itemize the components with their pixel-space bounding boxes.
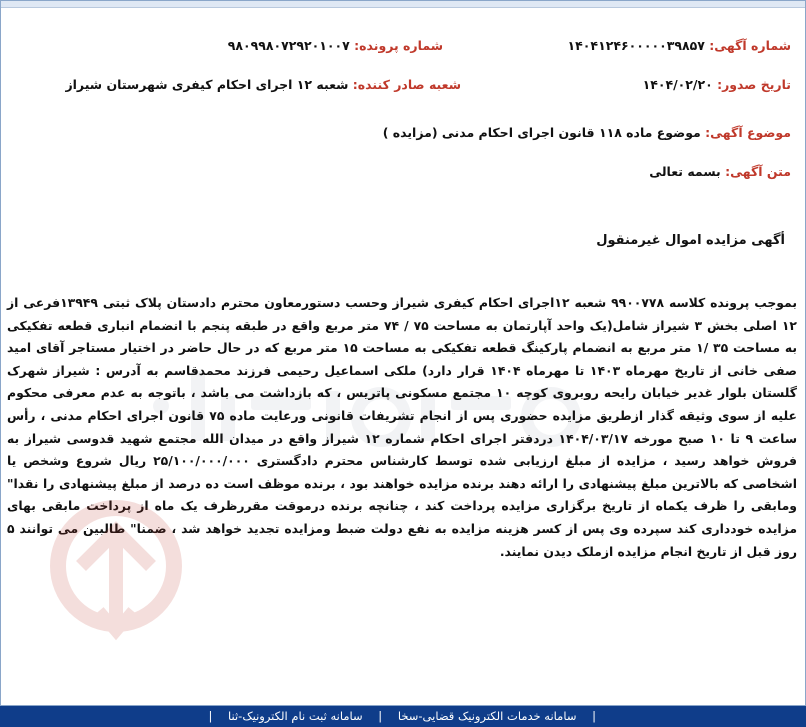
case-number-value: ۹۸۰۹۹۸۰۷۲۹۲۰۱۰۰۷ xyxy=(227,38,350,53)
issuer xyxy=(65,77,461,93)
notice-text-value: بسمه تعالی xyxy=(649,164,721,179)
footer-link-sana[interactable]: سامانه ثبت نام الکترونیک-ثنا xyxy=(228,709,363,723)
notice-number-value: ۱۴۰۴۱۲۴۶۰۰۰۰۰۳۹۸۵۷ xyxy=(567,38,705,53)
notice-heading: أگهی مزایده اموال غیرمنقول xyxy=(596,233,785,248)
footer-separator: | xyxy=(592,709,596,723)
issue-date xyxy=(643,77,791,93)
notice-number xyxy=(568,38,791,54)
subject-value: موضوع ماده ۱۱۸ قانون اجرای احکام مدنی (مزایده ) xyxy=(382,125,701,140)
issuer-value: شعبه ۱۲ اجرای احکام کیفری شهرستان شیراز xyxy=(65,77,349,92)
notice-number-label: شماره آگهی: xyxy=(709,38,791,53)
footer-link-sakha[interactable]: سامانه خدمات الکترونیک قضایی-سخا xyxy=(397,709,577,723)
footer-separator: | xyxy=(378,709,383,723)
case-number xyxy=(228,38,443,54)
notice-body: بموجب پرونده کلاسه ۹۹۰۰۷۷۸ شعبه ۱۲اجرای احکام کیفری شیراز وحسب دستورمعاون محترم دادستان پلاک ثبتی ۱۳۹۴۹فرعی از ۱۲ اصلی بخش ۳ شیراز شامل(یک واحد آپارتمان به مساحت ۷۵ / ۷۴ متر مربع واقع در طبقه پنجم با انضمام انباری قطعه تفکیکی به مساحت ۳۵ /۱ متر مربع به انضمام پارکینگ قطعه تفکیکی به مساحت ۱۵ متر مربع که در حال حاضر در اختیار مستاجر آقای امید صفی خانی از تاریخ مهرماه ۱۴۰۳ تا مهرماه ۱۴۰۴ قرار دارد) ملکی اسماعیل رحیمی فرزند محمدقاسم به آدرس : شیراز شهرک گلستان بلوار غدیر خیابان رایحه روبروی کوچه ۱۰ مجتمع مسکونی پاتریس ، که بازداشت می باشد ، باتوجه به عدم معرفی محکوم علیه از سوی وثیقه گذار ازطریق مزایده حضوری پس از انجام تشریفات قانونی ورعایت ماده ۷۵ قانون اجرای احکام مدنی ، رأس ساعت ۹ تا ۱۰ صبح مورخه ۱۴۰۴/۰۳/۱۷ دردفتر اجرای احکام شماره ۱۲ شیراز واقع در میدان الله مجتمع شهید قدوسی شیراز به فروش خواهد رسید ، مزایده از مبلغ ارزیابی شده توسط کارشناس محترم دادگستری ۲۵/۱۰۰/۰۰۰/۰۰۰ ریال شروع وشخص یا اشخاصی که بالاترین مبلغ پیشنهادی را ارائه دهند برنده مزایده خواهند بود ، برنده موظف است ده درصد از مبلغ پیشنهادی را نقدا" ومابقی را ظرف یکماه از تاریخ برگزاری مزایده پرداخت کند ، چنانچه برنده درموقت مقررظرف یک ماه از پرداخت مابقی بهای مزایده خودداری کند سپرده وی پس از کسر هزینه مزایده به نفع دولت ضبط ومزایده تجدید خواهد شد ، ضمنا" طالبین می توانند ۵ روز قبل از تاریخ انجام مزایده ازملک دیدن نمایند. xyxy=(7,295,798,559)
footer-bar xyxy=(0,706,806,727)
issuer-label: شعبه صادر کننده: xyxy=(352,77,461,92)
footer-separator: | xyxy=(208,709,213,723)
notice-text xyxy=(649,164,791,180)
issue-date-value: ۱۴۰۴/۰۲/۲۰ xyxy=(642,77,713,92)
subject-label: موضوع آگهی: xyxy=(705,125,791,140)
case-number-label: شماره پرونده: xyxy=(354,38,443,53)
issue-date-label: تاریخ صدور: xyxy=(717,77,791,92)
subject xyxy=(383,125,791,141)
notice-text-label: متن آگهی: xyxy=(725,164,791,179)
